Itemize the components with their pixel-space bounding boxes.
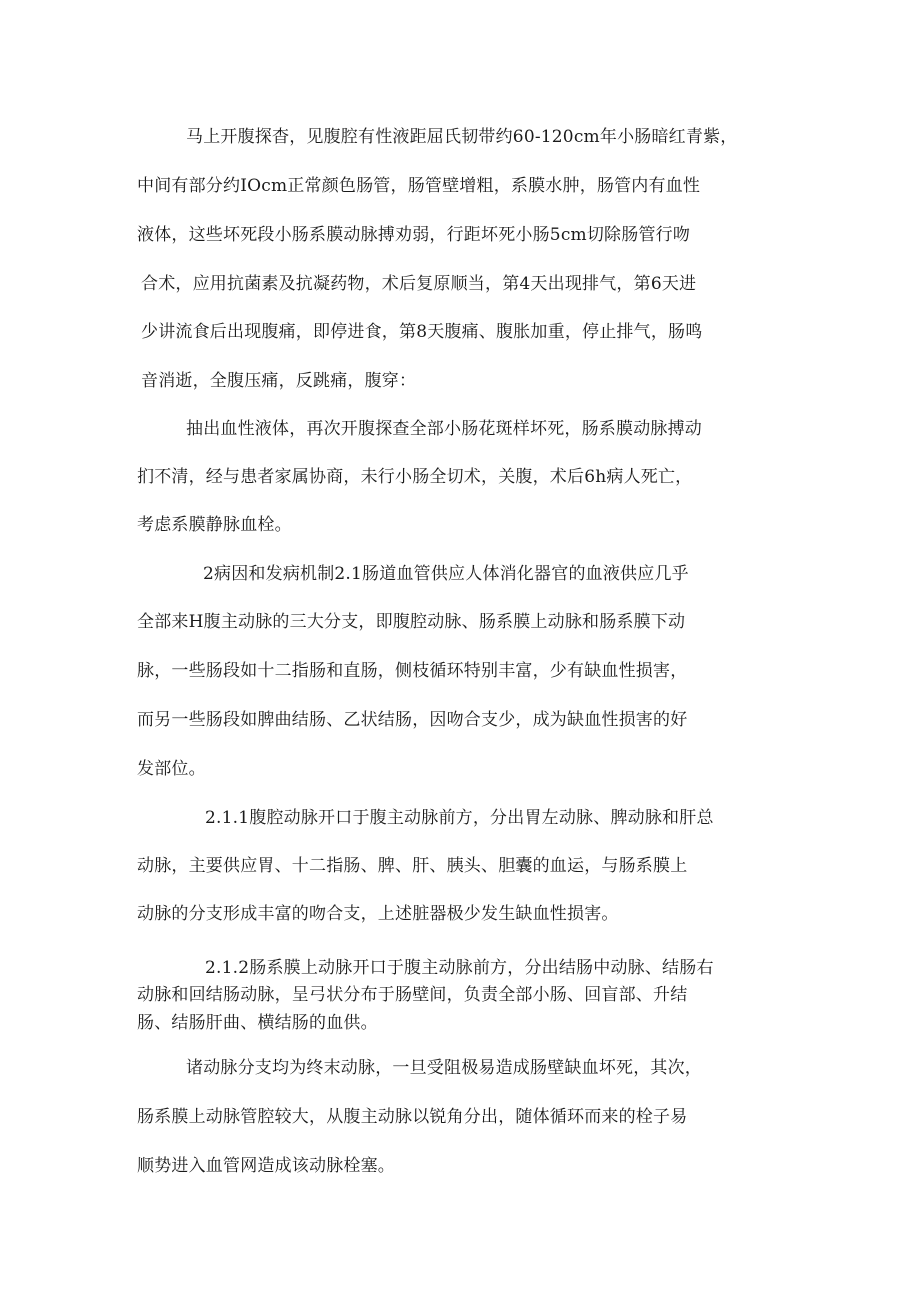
- text-line: 肠、结肠肝曲、横结肠的血供。: [137, 1013, 378, 1033]
- text-line: 动脉的分支形成丰富的吻合支，上述脏器极少发生缺血性损害。: [137, 904, 619, 924]
- text-line: 2.1.1腹腔动脉开口于腹主动脉前方，分出胃左动脉、脾动脉和肝总: [205, 808, 714, 828]
- text-line: 而另一些肠段如脾曲结肠、乙状结肠，因吻合支少，成为缺血性损害的好: [137, 710, 688, 730]
- text-line: 2病因和发病机制2.1肠道血管供应人体消化器官的血液供应几乎: [203, 564, 689, 584]
- text-line: 合术，应用抗菌素及抗凝药物，术后复原顺当，第4天出现排气，第6天进: [141, 274, 697, 294]
- text-line: 2.1.2肠系膜上动脉开口于腹主动脉前方，分出结肠中动脉、结肠右: [205, 958, 714, 978]
- text-line: 全部来H腹主动脉的三大分支，即腹腔动脉、肠系膜上动脉和肠系膜下动: [137, 612, 686, 632]
- text-line: 肠系膜上动脉管腔较大，从腹主动脉以锐角分出，随体循环而来的栓子易: [137, 1107, 688, 1127]
- text-line: 少讲流食后出现腹痛，即停进食，第8天腹痛、腹胀加重，停止排气，肠鸣: [141, 322, 703, 342]
- text-line: 动脉和回结肠动脉，呈弓状分布于肠壁间，负责全部小肠、回盲部、升结: [137, 985, 688, 1005]
- text-line: 脉，一些肠段如十二指肠和直肠，侧枝循环特别丰富，少有缺血性损害，: [137, 661, 688, 681]
- text-line: 抽出血性液体，再次开腹探查全部小肠花斑样坏死，肠系膜动脉搏动: [186, 419, 702, 439]
- text-line: 扪不清，经与患者家属协商，未行小肠全切术，关腹，术后6h病人死亡，: [137, 467, 693, 487]
- text-line: 考虑系膜静脉血栓。: [137, 515, 292, 535]
- text-line: 动脉，主要供应胃、十二指肠、脾、肝、胰头、胆囊的血运，与肠系膜上: [137, 856, 688, 876]
- text-line: 发部位。: [137, 759, 206, 779]
- text-line: 顺势进入血管网造成该动脉栓塞。: [137, 1156, 395, 1176]
- text-line: 音消逝，全腹压痛，反跳痛，腹穿：: [141, 371, 417, 391]
- text-line: 马上开腹探杳，见腹腔有性液距屈氏韧带约60-120cm年小肠暗红青紫，: [186, 127, 738, 147]
- text-line: 液体，这些坏死段小肠系膜动脉搏劝弱，行距坏死小肠5cm切除肠管行吻: [137, 225, 691, 245]
- text-line: 中间有部分约IOcm正常颜色肠管，肠管壁增粗，系膜水肿，肠管内有血性: [137, 176, 701, 196]
- text-line: 诸动脉分支均为终末动脉，一旦受阻极易造成肠壁缺血坏死，其次，: [186, 1058, 702, 1078]
